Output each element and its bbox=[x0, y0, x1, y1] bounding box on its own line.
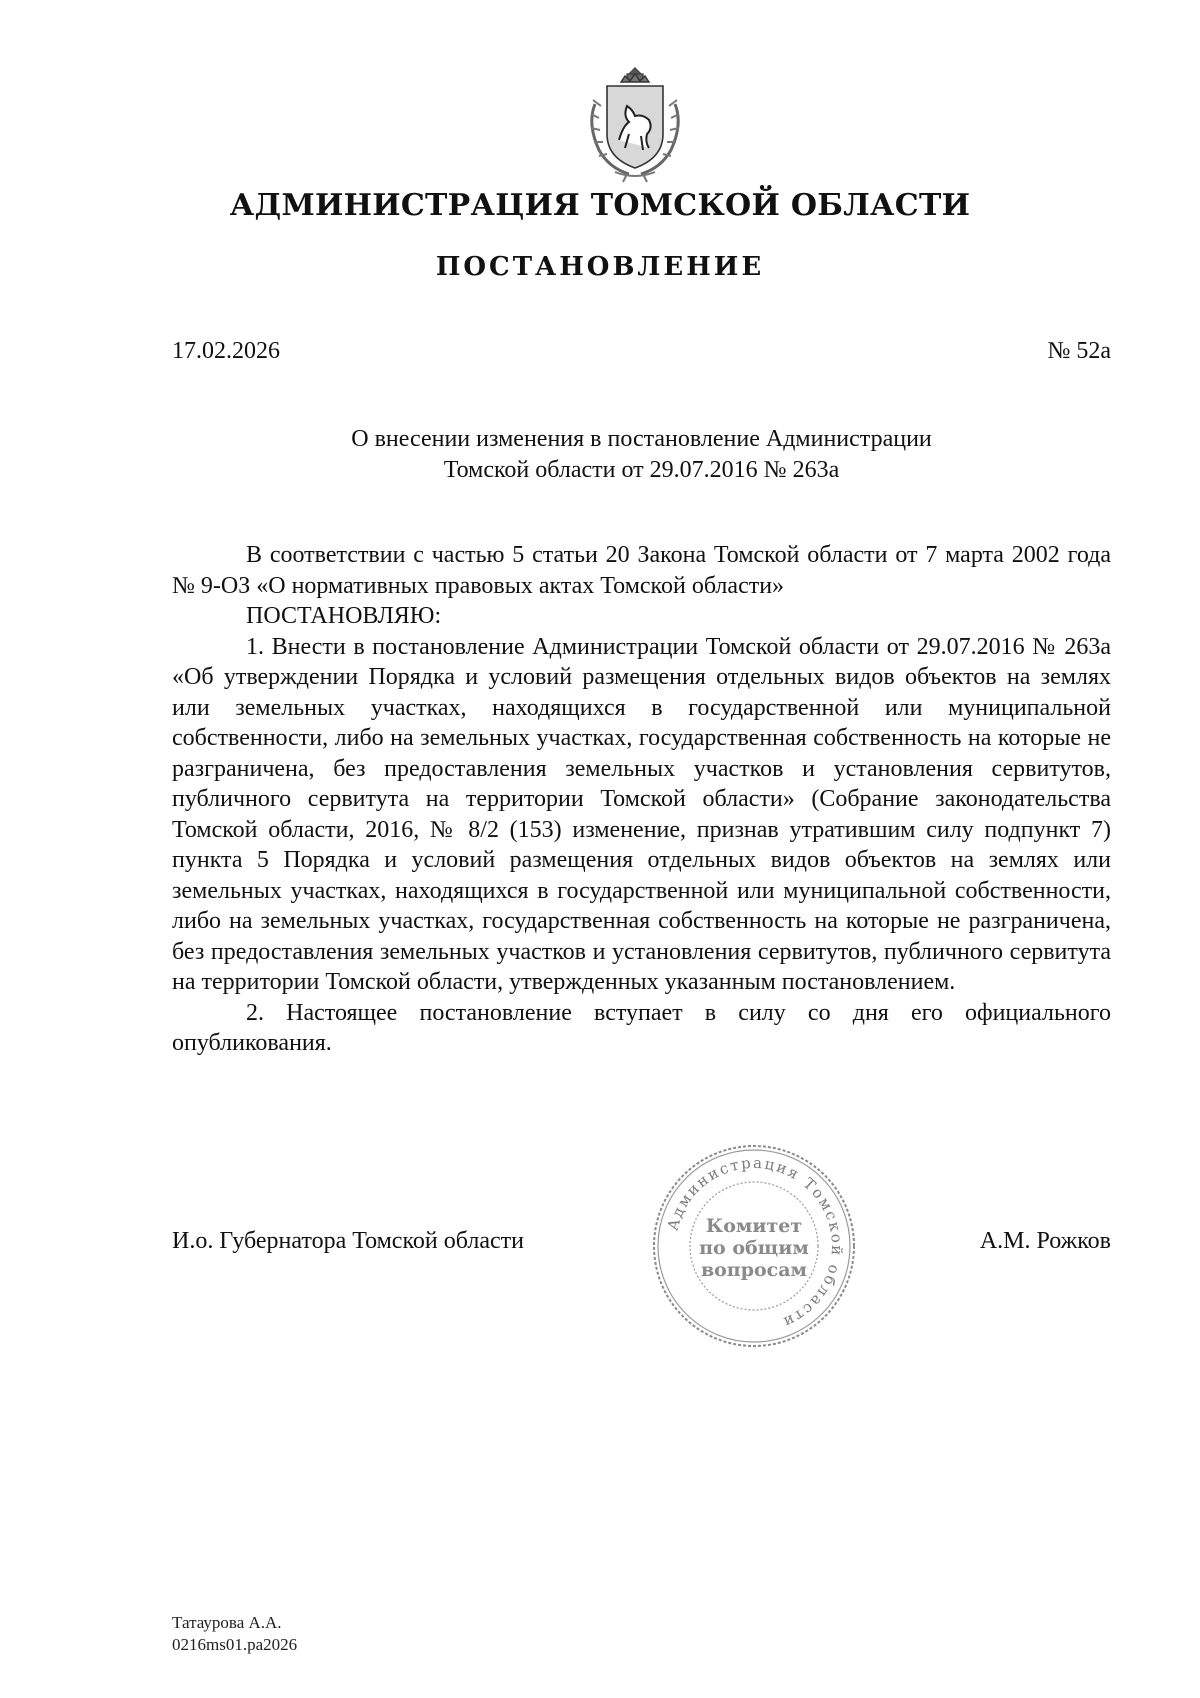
signatory-name: А.М. Рожков bbox=[979, 1228, 1111, 1254]
stamp-center-line: вопросам bbox=[700, 1259, 808, 1281]
preamble-paragraph: В соответствии с частью 5 статьи 20 Закона Томской области от 7 марта 2002 года № 9-ОЗ «О нормативных правовых актах Томской области» bbox=[172, 542, 1111, 599]
item-2-paragraph: 2. Настоящее постановление вступает в силу со дня его официального опубликования. bbox=[172, 999, 1111, 1056]
stamp-ring-text: Администрация Томской области bbox=[663, 1153, 847, 1333]
organization-title: АДМИНИСТРАЦИЯ ТОМСКОЙ ОБЛАСТИ bbox=[229, 188, 971, 223]
resolve-heading: ПОСТАНОВЛЯЮ: bbox=[246, 603, 442, 629]
official-stamp-icon bbox=[648, 1140, 860, 1352]
footer bbox=[172, 1612, 297, 1656]
document-number: № 52а bbox=[1047, 338, 1111, 364]
document-body bbox=[172, 540, 1111, 1059]
document-subject bbox=[172, 424, 1111, 486]
file-code: 0216ms01.pa2026 bbox=[172, 1635, 298, 1654]
subject-line: Томской области от 29.07.2016 № 263а bbox=[443, 457, 840, 483]
document-type: ПОСТАНОВЛЕНИЕ bbox=[435, 252, 765, 282]
item-1-paragraph: 1. Внести в постановление Администрации Томской области от 29.07.2016 № 263а «Об утверждении Порядка и условий размещения отдельных видов объектов на землях или земельных участках, находящихся в государственной или муниципальной собственности, либо на земельных участках, государственная собственность на которые не разграничена, без предоставления земельных участков и установления сервитутов, публичного сервитута на территории Томской области» (Собрание законодательства Томской области, 2016, № 8/2 (153) изменение, признав утратившим силу подпункт 7) пункта 5 Порядка и условий размещения отдельных видов объектов на землях или земельных участках, находящихся в государственной или муниципальной собственности, либо на земельных участках, государственная собственность на которые не разграничена, без предоставления земельных участков и установления сервитутов, публичного сервитута на территории Томской области, утвержденных указанным постановлением. bbox=[172, 633, 1111, 995]
stamp-center-line: Комитет bbox=[705, 1215, 803, 1237]
coat-of-arms-icon bbox=[575, 64, 695, 184]
stamp-center-line: по общим bbox=[699, 1237, 809, 1259]
document-date: 17.02.2026 bbox=[172, 338, 280, 364]
executor-name: Татаурова А.А. bbox=[172, 1613, 282, 1632]
subject-line: О внесении изменения в постановление Администрации bbox=[351, 426, 932, 452]
signatory-role: И.о. Губернатора Томской области bbox=[172, 1228, 524, 1254]
